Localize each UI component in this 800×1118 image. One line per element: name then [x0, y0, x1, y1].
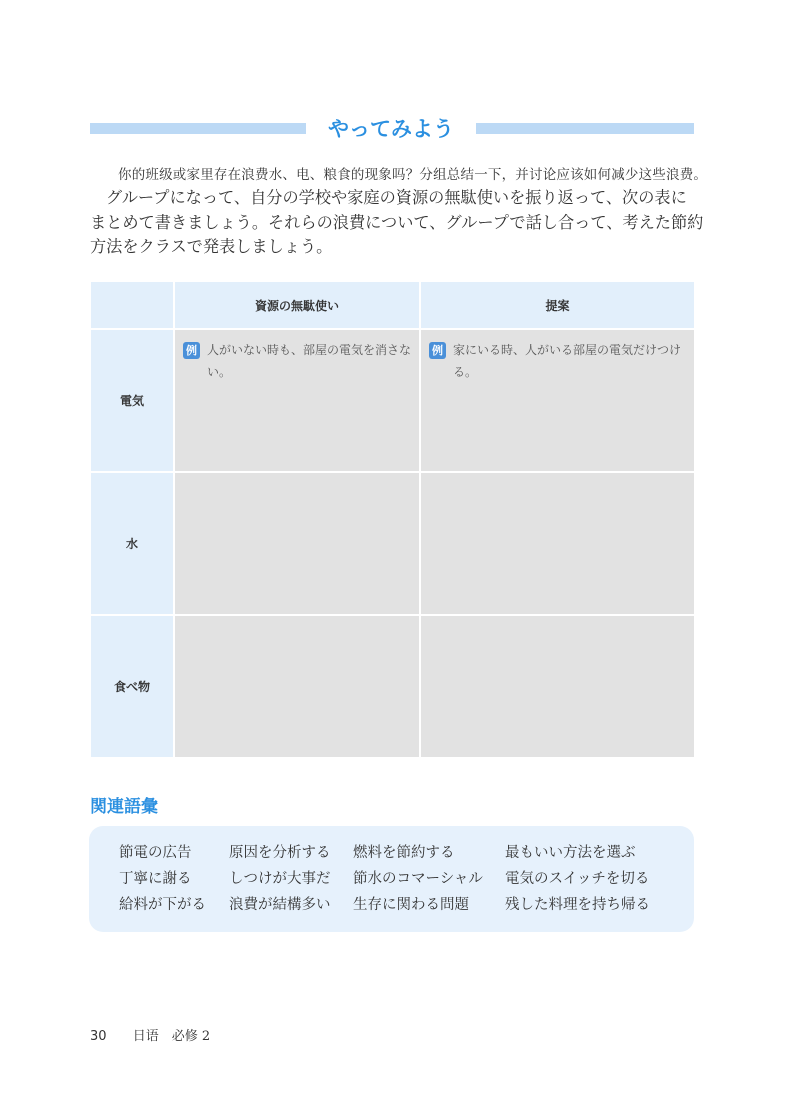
header-bar-left — [90, 123, 306, 134]
row-label-food: 食べ物 — [90, 615, 174, 758]
header-corner — [90, 281, 174, 329]
vocab-item: 給料が下がる — [119, 897, 206, 913]
vocab-item: 生存に関わる問題 — [353, 897, 469, 913]
worksheet-table — [89, 280, 696, 759]
example-entry — [421, 330, 694, 383]
section-title: やってみよう — [328, 117, 454, 141]
vocab-row — [119, 866, 655, 892]
intro-japanese — [90, 186, 704, 260]
cell-proposal-food[interactable] — [420, 615, 695, 758]
row-label-water: 水 — [90, 472, 174, 615]
vocab-item: 電気のスイッチを切る — [505, 871, 650, 887]
intro-line: グループになって、自分の学校や家庭の資源の無駄使いを振り返って、次の表に — [106, 188, 687, 207]
vocab-item: 節水のコマーシャル — [353, 871, 483, 887]
cell-proposal-water[interactable] — [420, 472, 695, 615]
example-entry — [175, 330, 419, 383]
intro-chinese: 你的班级或家里存在浪费水、电、粮食的现象吗？分组总结一下，并讨论应该如何减少这些浪费。 — [118, 167, 708, 183]
intro-line: 方法をクラスで発表しましょう。 — [90, 237, 333, 256]
cell-waste-electricity[interactable] — [174, 329, 420, 472]
row-label-electricity: 電気 — [90, 329, 174, 472]
vocab-item: 浪費が結構多い — [229, 897, 331, 913]
page-number: 30 — [90, 1029, 107, 1044]
cell-waste-water[interactable] — [174, 472, 420, 615]
example-badge-icon: 例 — [429, 342, 446, 359]
page-footer — [90, 1025, 210, 1044]
vocab-box — [89, 826, 694, 932]
vocab-item: 原因を分析する — [229, 845, 331, 861]
example-text: 人がいない時も、部屋の電気を消さない。 — [207, 343, 412, 379]
section-header — [90, 112, 694, 146]
table-header-row — [90, 281, 695, 329]
table-row — [90, 472, 695, 615]
header-proposal: 提案 — [420, 281, 695, 329]
vocab-grid — [119, 840, 655, 918]
example-badge-icon: 例 — [183, 342, 200, 359]
header-waste: 資源の無駄使い — [174, 281, 420, 329]
vocab-item: 燃料を節約する — [353, 845, 455, 861]
vocab-item: しつけが大事だ — [229, 871, 331, 887]
book-title: 日语 必修 2 — [132, 1029, 211, 1044]
vocab-item: 最もいい方法を選ぶ — [505, 845, 636, 861]
vocab-row — [119, 892, 655, 918]
cell-waste-food[interactable] — [174, 615, 420, 758]
vocab-item: 節電の広告 — [119, 845, 192, 861]
table-row — [90, 329, 695, 472]
table-row — [90, 615, 695, 758]
vocab-item: 丁寧に謝る — [119, 871, 192, 887]
example-text: 家にいる時、人がいる部屋の電気だけつける。 — [453, 343, 682, 379]
vocab-item: 残した料理を持ち帰る — [505, 897, 650, 913]
header-bar-right — [476, 123, 694, 134]
vocab-row — [119, 840, 655, 866]
intro-line: まとめて書きましょう。それらの浪費について、グループで話し合って、考えた節約 — [90, 212, 704, 232]
vocab-title: 関連語彙 — [90, 797, 158, 817]
cell-proposal-electricity[interactable] — [420, 329, 695, 472]
